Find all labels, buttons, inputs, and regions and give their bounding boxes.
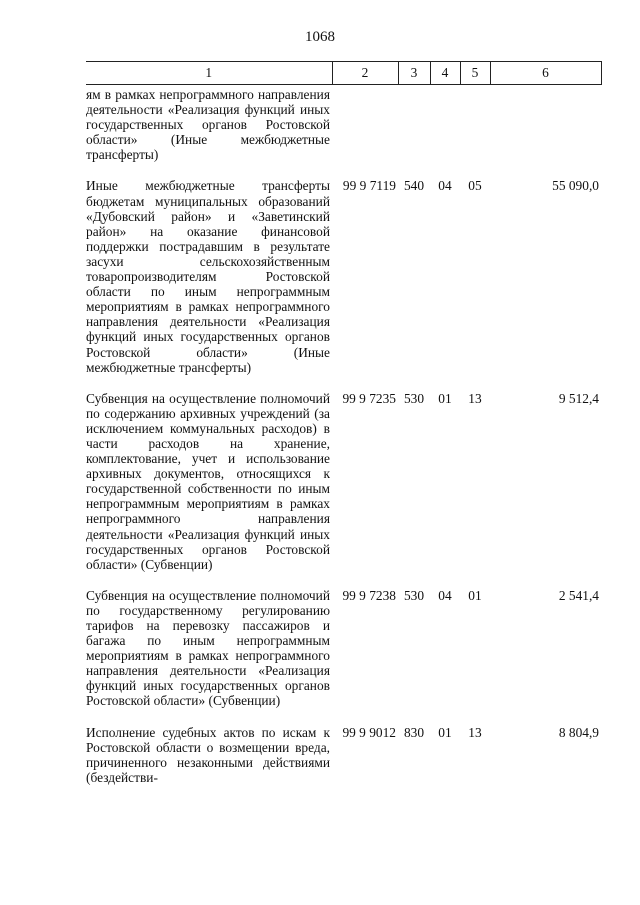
column-header-3: 3 bbox=[398, 62, 430, 85]
row-target-code: 99 9 7238 bbox=[342, 587, 396, 603]
table-header bbox=[86, 62, 601, 85]
row-subsection: 13 bbox=[468, 390, 482, 406]
row-section: 01 bbox=[438, 390, 452, 406]
column-header-6: 6 bbox=[490, 62, 601, 85]
column-header-5: 5 bbox=[460, 62, 490, 85]
row-subsection: 01 bbox=[468, 587, 482, 603]
row-target-code: 99 9 9012 bbox=[342, 724, 396, 740]
row-description: Иные межбюджетные трансферты бюджетам муниципальных образований «Дубовский район» и «Заветинский район» на оказание финансовой поддержки пострадавшим в результате засухи сельскохозяйственным товаропроизводителям Ростовской области по иным непрограммным мероприятиям в рамках непрограммного направления деятельности «Реализация функций иных государственных органов Ростовской области» (Иные межбюджетные трансферты) bbox=[86, 178, 330, 375]
table-row bbox=[86, 85, 601, 163]
row-expense-type bbox=[398, 85, 430, 163]
row-expense-type: 830 bbox=[403, 724, 425, 740]
row-section: 01 bbox=[438, 724, 452, 740]
column-header-2: 2 bbox=[332, 62, 398, 85]
table-row bbox=[86, 162, 601, 374]
row-expense-type: 530 bbox=[403, 390, 425, 406]
row-subsection: 05 bbox=[468, 178, 482, 194]
row-description: Исполнение судебных актов по искам к Ростовской области о возмещении вреда, причиненного незаконными действиями (бездействи- bbox=[86, 724, 330, 785]
row-section: 04 bbox=[438, 178, 452, 194]
row-amount: 9 512,4 bbox=[558, 390, 599, 406]
table-row bbox=[86, 709, 601, 785]
row-amount: 2 541,4 bbox=[558, 587, 599, 603]
row-target-code: 99 9 7235 bbox=[342, 390, 396, 406]
row-amount: 55 090,0 bbox=[552, 178, 599, 194]
row-description: Субвенция на осуществление полномочий по содержанию архивных учреждений (за исключением коммунальных расходов) в части расходов на хранение, комплектование, учет и использование архивных документов, относящихся к государственной собственности по иным непрограммным мероприятиям в рамках непрограммного направления деятельности «Реализация функций иных государственных органов Ростовской области» (Субвенции) bbox=[86, 390, 330, 572]
row-description: Субвенция на осуществление полномочий по государственному регулированию тарифов на перевозку пассажиров и багажа по иным непрограммным мероприятиям в рамках непрограммного направления деятельности «Реализация функций иных государственных органов Ростовской области» (Субвенции) bbox=[86, 587, 330, 709]
row-subsection bbox=[460, 85, 490, 163]
row-section: 04 bbox=[438, 587, 452, 603]
row-target-code bbox=[332, 85, 398, 163]
row-expense-type: 530 bbox=[403, 587, 425, 603]
column-header-4: 4 bbox=[430, 62, 460, 85]
row-section bbox=[430, 85, 460, 163]
row-target-code: 99 9 7119 bbox=[342, 178, 396, 194]
table-row bbox=[86, 572, 601, 709]
table-row bbox=[86, 375, 601, 572]
column-header-1: 1 bbox=[86, 62, 332, 85]
row-amount bbox=[490, 85, 601, 163]
row-description: ям в рамках непрограммного направления деятельности «Реализация функций иных государственных органов Ростовской области» (Иные межбюджетные трансферты) bbox=[86, 87, 330, 163]
budget-table bbox=[86, 61, 602, 785]
page-number: 1068 bbox=[305, 29, 335, 45]
row-subsection: 13 bbox=[468, 724, 482, 740]
row-amount: 8 804,9 bbox=[558, 724, 599, 740]
row-expense-type: 540 bbox=[403, 178, 425, 194]
